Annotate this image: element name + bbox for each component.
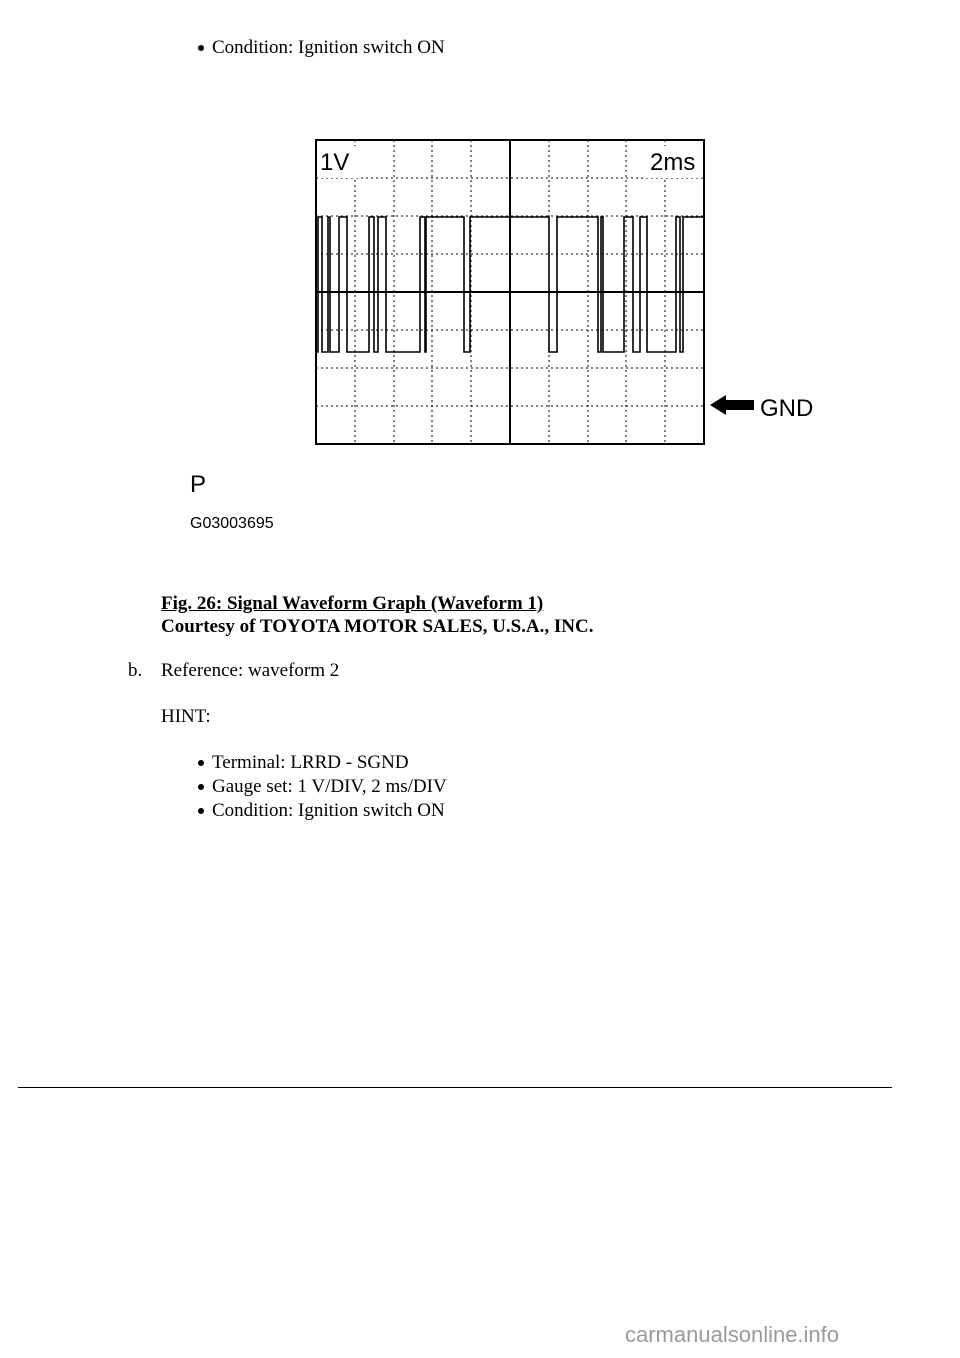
condition-text: Condition: Ignition switch ON [212,37,445,58]
condition-text: Condition: Ignition switch ON [212,800,445,821]
waveform-figure [180,120,840,540]
hint-label: HINT: [161,706,211,727]
terminal-text: Terminal: LRRD - SGND [212,752,409,773]
bullet-dot [198,45,204,51]
step-text: Reference: waveform 2 [161,660,340,681]
bullet-dot [198,760,204,766]
watermark-text: carmanualsonline.info [625,1322,840,1347]
figure-courtesy: Courtesy of TOYOTA MOTOR SALES, U.S.A., INC. [161,616,594,637]
mode-label: P [190,471,207,498]
footer-divider [18,1087,892,1088]
figure-code: G03003695 [190,515,274,532]
figure-title-link[interactable]: Fig. 26: Signal Waveform Graph (Waveform 1) [161,593,544,614]
figure-caption [161,592,594,638]
step-marker: b. [128,660,143,681]
gauge-set-text: Gauge set: 1 V/DIV, 2 ms/DIV [212,776,447,797]
gnd-label: GND [760,395,814,422]
bullet-dot [198,808,204,814]
time-div-label: 2ms [650,149,696,176]
gnd-arrow-icon [710,395,754,415]
volt-div-label: 1V [320,149,350,176]
bullet-dot [198,784,204,790]
